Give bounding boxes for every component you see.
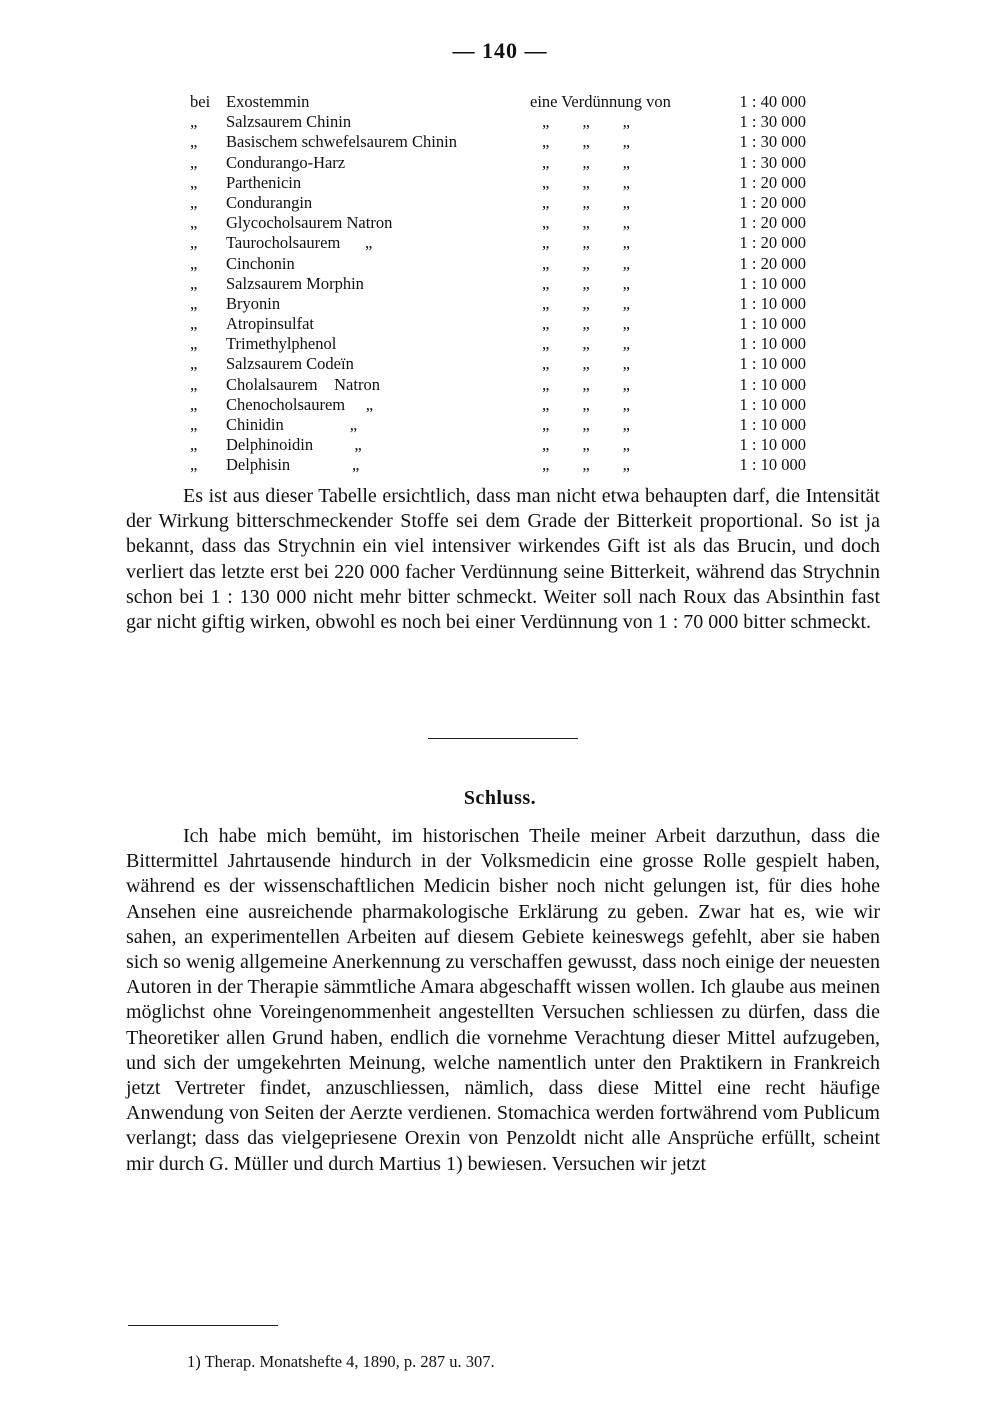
substance-name: Exostemmin [226, 92, 310, 111]
substance-name: Bryonin [226, 293, 281, 313]
dilution-ratio: 1 : 10 000 [739, 273, 806, 293]
table-row [190, 314, 820, 334]
dilution-label: „ „ „ [542, 112, 630, 132]
substance-name: Delphinoidin „ [226, 435, 362, 455]
dilution-ratio: 1 : 10 000 [739, 354, 806, 374]
footnote-rule [128, 1325, 278, 1326]
row-prefix: „ [190, 293, 198, 313]
paragraph-schluss [126, 824, 880, 1177]
dilution-ratio: 1 : 10 000 [739, 394, 806, 414]
row-prefix: „ [190, 172, 198, 192]
dilution-label: „ „ „ [542, 152, 630, 172]
dilution-label: „ „ „ [542, 415, 630, 434]
row-prefix: „ [190, 112, 198, 132]
row-prefix: „ [190, 152, 198, 172]
substance-name: Condurango-Harz [226, 152, 346, 172]
dilution-label: „ „ „ [542, 354, 630, 374]
substance-name: Chenocholsaurem „ [226, 394, 374, 414]
row-prefix: „ [190, 374, 198, 394]
paragraph-conclusion-table [126, 484, 880, 635]
page-number: — 140 — [452, 38, 548, 63]
table-row [190, 375, 820, 395]
table-row [190, 112, 820, 132]
substance-name: Chinidin „ [226, 415, 358, 434]
table-row [190, 395, 820, 415]
table-row [190, 435, 820, 455]
table-row [190, 153, 820, 173]
row-prefix: „ [190, 273, 198, 293]
table-row [190, 213, 820, 233]
dilution-label: „ „ „ [542, 273, 630, 293]
substance-name: Glycocholsaurem Natron [226, 213, 393, 233]
dilution-label: „ „ „ [542, 374, 630, 394]
substance-name: Salzsaurem Codeïn [226, 354, 354, 374]
dilution-ratio: 1 : 20 000 [739, 172, 806, 192]
substance-name: Condurangin [226, 192, 313, 212]
table-row [190, 274, 820, 294]
dilution-ratio: 1 : 20 000 [739, 253, 806, 273]
dilution-label: „ „ „ [542, 394, 630, 414]
dilution-label: „ „ „ [542, 233, 630, 253]
row-prefix: „ [190, 354, 198, 374]
table-row [190, 92, 820, 112]
dilution-ratio: 1 : 20 000 [739, 192, 806, 212]
paragraph-2: Ich habe mich bemüht, im historischen Theile meiner Arbeit darzuthun, dass die Bittermittel Jahrtausende hindurch in der Volksmedicin eine grosse Rolle gespielt haben, während es der wissenschaftlichen Medicin bisher noch nicht gelungen ist, für dies hohe Ansehen eine ausreichende pharmakologische Erklärung zu geben. Zwar hat es, wie wir sahen, an experimentellen Arbeiten auf diesem Gebiete keineswegs gefehlt, aber sie haben sich so wenig allgemeine Anerkennung zu verschaffen gewusst, dass noch einige der neuesten Autoren in der Therapie sämmtliche Amara abgeschafft wissen wollen. Ich glaube aus meinen möglichst ohne Voreingenommenheit angestellten Versuchen schliessen zu dürfen, dass die Theoretiker allen Grund haben, endlich die vornehme Verachtung dieser Mittel aufzugeben, und sich der umgekehrten Meinung, welche namentlich unter den Praktikern in Frankreich jetzt Vertreter findet, anzuschliessen, nämlich, dass diese Mittel eine recht häufige Anwendung von Seiten der Aerzte verdienen. Stomachica werden fortwährend vom Publicum verlangt; dass das vielgepriesene Orexin von Penzoldt nicht alle Ansprüche erfüllt, scheint mir durch G. Müller und durch Martius 1) bewiesen. Versuchen wir jetzt [126, 825, 880, 1175]
table-row [190, 132, 820, 152]
dilution-ratio: 1 : 10 000 [739, 435, 806, 455]
row-prefix: „ [190, 435, 198, 455]
row-prefix: „ [190, 192, 198, 212]
row-prefix: „ [190, 314, 198, 334]
row-prefix: „ [190, 455, 198, 475]
substance-name: Salzsaurem Morphin [226, 273, 364, 293]
dilution-ratio: 1 : 10 000 [739, 293, 806, 313]
dilution-ratio: 1 : 10 000 [739, 415, 806, 434]
dilution-label: „ „ „ [542, 132, 630, 152]
dilution-label: „ „ „ [542, 293, 630, 313]
dilution-ratio: 1 : 20 000 [739, 233, 806, 253]
table-row [190, 455, 820, 475]
dilution-label: „ „ „ [542, 213, 630, 233]
table-row [190, 415, 820, 435]
dilution-ratio: 1 : 30 000 [739, 152, 806, 172]
substance-name: Cinchonin [226, 253, 295, 273]
dilution-label: eine Verdünnung von [530, 92, 671, 111]
table-row [190, 354, 820, 374]
row-prefix: bei [190, 92, 211, 111]
dilution-label: „ „ „ [542, 192, 630, 212]
paragraph-1: Es ist aus dieser Tabelle ersichtlich, dass man nicht etwa behaupten darf, die Intensität der Wirkung bitterschmeckender Stoffe sei dem Grade der Bitterkeit proportional. So ist ja bekannt, dass das Strychnin ein viel intensiver wirkendes Gift ist als das Brucin, und doch verliert das letzte erst bei 220 000 facher Verdünnung seine Bitterkeit, während das Strychnin schon bei 1 : 130 000 nicht mehr bitter schmeckt. Weiter soll nach Roux das Absinthin fast gar nicht giftig wirken, obwohl es noch bei einer Verdünnung von 1 : 70 000 bitter schmeckt. [126, 485, 880, 634]
dilution-label: „ „ „ [542, 334, 630, 354]
footnote: 1) Therap. Monatshefte 4, 1890, p. 287 u. 307. [187, 1352, 495, 1371]
section-divider [428, 738, 578, 739]
dilution-label: „ „ „ [542, 172, 630, 192]
substance-name: Trimethylphenol [226, 334, 337, 354]
dilution-ratio: 1 : 30 000 [739, 112, 806, 132]
dilution-ratio: 1 : 30 000 [739, 132, 806, 152]
row-prefix: „ [190, 132, 198, 152]
substance-name: Taurocholsaurem „ [226, 233, 373, 253]
table-row [190, 254, 820, 274]
row-prefix: „ [190, 334, 198, 354]
dilution-label: „ „ „ [542, 455, 630, 475]
dilution-ratio: 1 : 20 000 [739, 213, 806, 233]
dilution-label: „ „ „ [542, 253, 630, 273]
dilution-ratio: 1 : 40 000 [739, 92, 806, 111]
dilution-label: „ „ „ [542, 435, 630, 455]
dilution-label: „ „ „ [542, 314, 630, 334]
section-heading: Schluss. [463, 787, 537, 809]
table-row [190, 173, 820, 193]
substance-name: Salzsaurem Chinin [226, 112, 352, 132]
substance-name: Atropinsulfat [226, 314, 314, 334]
substance-name: Delphisin „ [226, 455, 360, 475]
table-row [190, 233, 820, 253]
row-prefix: „ [190, 394, 198, 414]
dilution-ratio: 1 : 10 000 [739, 314, 806, 334]
substance-name: Cholalsaurem Natron [226, 374, 380, 394]
substance-name: Basischem schwefelsaurem Chinin [226, 132, 457, 152]
substance-name: Parthenicin [226, 172, 302, 192]
table-row [190, 193, 820, 213]
table-row [190, 334, 820, 354]
table-row [190, 294, 820, 314]
dilution-table [190, 92, 820, 476]
dilution-ratio: 1 : 10 000 [739, 455, 806, 475]
dilution-ratio: 1 : 10 000 [739, 374, 806, 394]
dilution-ratio: 1 : 10 000 [739, 334, 806, 354]
row-prefix: „ [190, 213, 198, 233]
row-prefix: „ [190, 415, 198, 434]
row-prefix: „ [190, 253, 198, 273]
row-prefix: „ [190, 233, 198, 253]
